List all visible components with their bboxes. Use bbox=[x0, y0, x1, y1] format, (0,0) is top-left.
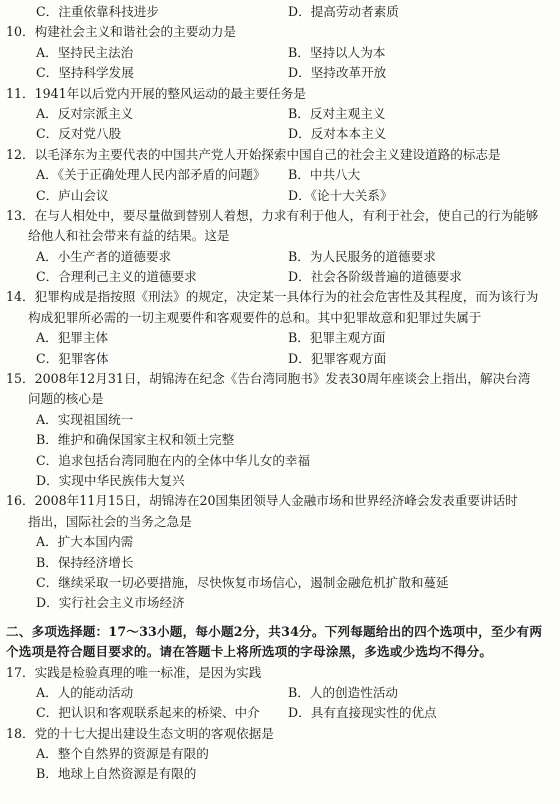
option-c: C．追求包括台湾同胞在内的全体中华儿女的幸福 bbox=[36, 452, 311, 468]
option-b: B．维护和确保国家主权和领土完整 bbox=[36, 432, 235, 448]
options-ab bbox=[6, 43, 552, 63]
option-a: A．整个自然界的资源是有限的 bbox=[36, 746, 209, 762]
option-d: D．犯罪客观方面 bbox=[288, 350, 387, 366]
option-b: B．坚持以人为本 bbox=[288, 44, 386, 60]
option-d: D．实现中华民族伟大复兴 bbox=[36, 472, 185, 488]
question-stem: 15．2008年12月31日，胡锦涛在纪念《告台湾同胞书》发表30周年座谈会上指出，解决台湾 bbox=[6, 371, 531, 387]
question-stem-continued: 构成犯罪所必需的一切主观要件和客观要件的总和。其中犯罪故意和犯罪过失属于 bbox=[28, 309, 482, 325]
option-a: A．小生产者的道德要求 bbox=[36, 248, 172, 264]
options-ab bbox=[6, 104, 552, 124]
options-cd bbox=[6, 349, 552, 369]
option-a: A．反对宗派主义 bbox=[36, 105, 134, 121]
section-heading-continued: 个选项是符合题目要求的。请在答题卡上将所选项的字母涂黑，多选或少选均不得分。 bbox=[6, 644, 493, 660]
option-d: D．《论十大关系》 bbox=[288, 187, 393, 203]
question-stem: 12．以毛泽东为主要代表的中国共产党人开始探索中国自己的社会主义建设道路的标志是 bbox=[6, 146, 501, 162]
option-d: D．坚持改革开放 bbox=[288, 65, 387, 81]
options-cd bbox=[6, 186, 552, 206]
option-b: B．犯罪主观方面 bbox=[288, 330, 386, 346]
section-gap bbox=[6, 614, 552, 622]
option-c: C．注重依靠科技进步 bbox=[36, 4, 159, 19]
options-cd bbox=[6, 63, 552, 83]
question-stem: 14．犯罪构成是指按照《刑法》的规定，决定某一具体行为的社会危害性及其程度，而为该行为 bbox=[6, 289, 539, 305]
option-a: A．坚持民主法治 bbox=[36, 44, 134, 60]
options-cd bbox=[6, 267, 552, 287]
option-d: D．提高劳动者素质 bbox=[288, 4, 399, 19]
question-stem: 16．2008年11月15日，胡锦涛在20国集团领导人金融市场和世界经济峰会发表重要讲话时 bbox=[6, 493, 518, 509]
option-a: A．扩大本国内需 bbox=[36, 534, 134, 550]
option-b: B．为人民服务的道德要求 bbox=[288, 248, 436, 264]
option-a: A．《关于正确处理人民内部矛盾的问题》 bbox=[36, 167, 266, 183]
question-stem-continued: 给他人和社会带来有益的结果。这是 bbox=[28, 228, 230, 244]
option-c: C．反对党八股 bbox=[36, 126, 122, 142]
section-heading: 二、多项选择题：17～33小题，每小题2分，共34分。下列每题给出的四个选项中，至少有两 bbox=[6, 623, 543, 639]
question-stem: 11．1941年以后党内开展的整风运动的最主要任务是 bbox=[6, 85, 306, 101]
options-ab bbox=[6, 683, 552, 703]
question-stem-continued: 问题的核心是 bbox=[28, 391, 104, 407]
options-ab bbox=[6, 247, 552, 267]
option-b: B．中共八大 bbox=[288, 167, 361, 183]
question-stem: 10．构建社会主义和谐社会的主要动力是 bbox=[6, 24, 237, 40]
q9-options-cd bbox=[6, 2, 552, 22]
option-b: B．反对主观主义 bbox=[288, 105, 386, 121]
question-stem-continued: 指出，国际社会的当务之急是 bbox=[28, 513, 192, 529]
option-a: A．犯罪主体 bbox=[36, 330, 109, 346]
option-d: D．社会各阶级普遍的道德要求 bbox=[288, 269, 462, 285]
option-b: B．人的创造性活动 bbox=[288, 684, 399, 700]
question-stem: 18．党的十七大提出建设生态文明的客观依据是 bbox=[6, 725, 274, 741]
option-c: C．把认识和客观联系起来的桥梁、中介 bbox=[36, 705, 260, 721]
question-stem: 13．在与人相处中，要尽量做到替别人着想，力求有利于他人，有利于社会，使自己的行为能够 bbox=[6, 207, 539, 223]
option-c: C．犯罪客体 bbox=[36, 350, 109, 366]
options-cd bbox=[6, 124, 552, 144]
option-d: D．反对本本主义 bbox=[288, 126, 387, 142]
option-d: D．具有直接现实性的优点 bbox=[288, 705, 437, 721]
option-c: C．合理利己主义的道德要求 bbox=[36, 269, 197, 285]
option-a: A．实现祖国统一 bbox=[36, 411, 134, 427]
option-b: B．地球上自然资源是有限的 bbox=[36, 766, 197, 782]
options-ab bbox=[6, 328, 552, 348]
option-c: C．庐山会议 bbox=[36, 187, 109, 203]
options-cd bbox=[6, 703, 552, 723]
option-b: B．保持经济增长 bbox=[36, 554, 134, 570]
option-c: C．继续采取一切必要措施，尽快恢复市场信心，遏制金融危机扩散和蔓延 bbox=[36, 574, 449, 590]
option-d: D．实行社会主义市场经济 bbox=[36, 595, 185, 611]
options-ab bbox=[6, 165, 552, 185]
question-stem: 17．实践是检验真理的唯一标准，是因为实践 bbox=[6, 664, 262, 680]
option-c: C．坚持科学发展 bbox=[36, 65, 134, 81]
option-a: A．人的能动活动 bbox=[36, 684, 134, 700]
